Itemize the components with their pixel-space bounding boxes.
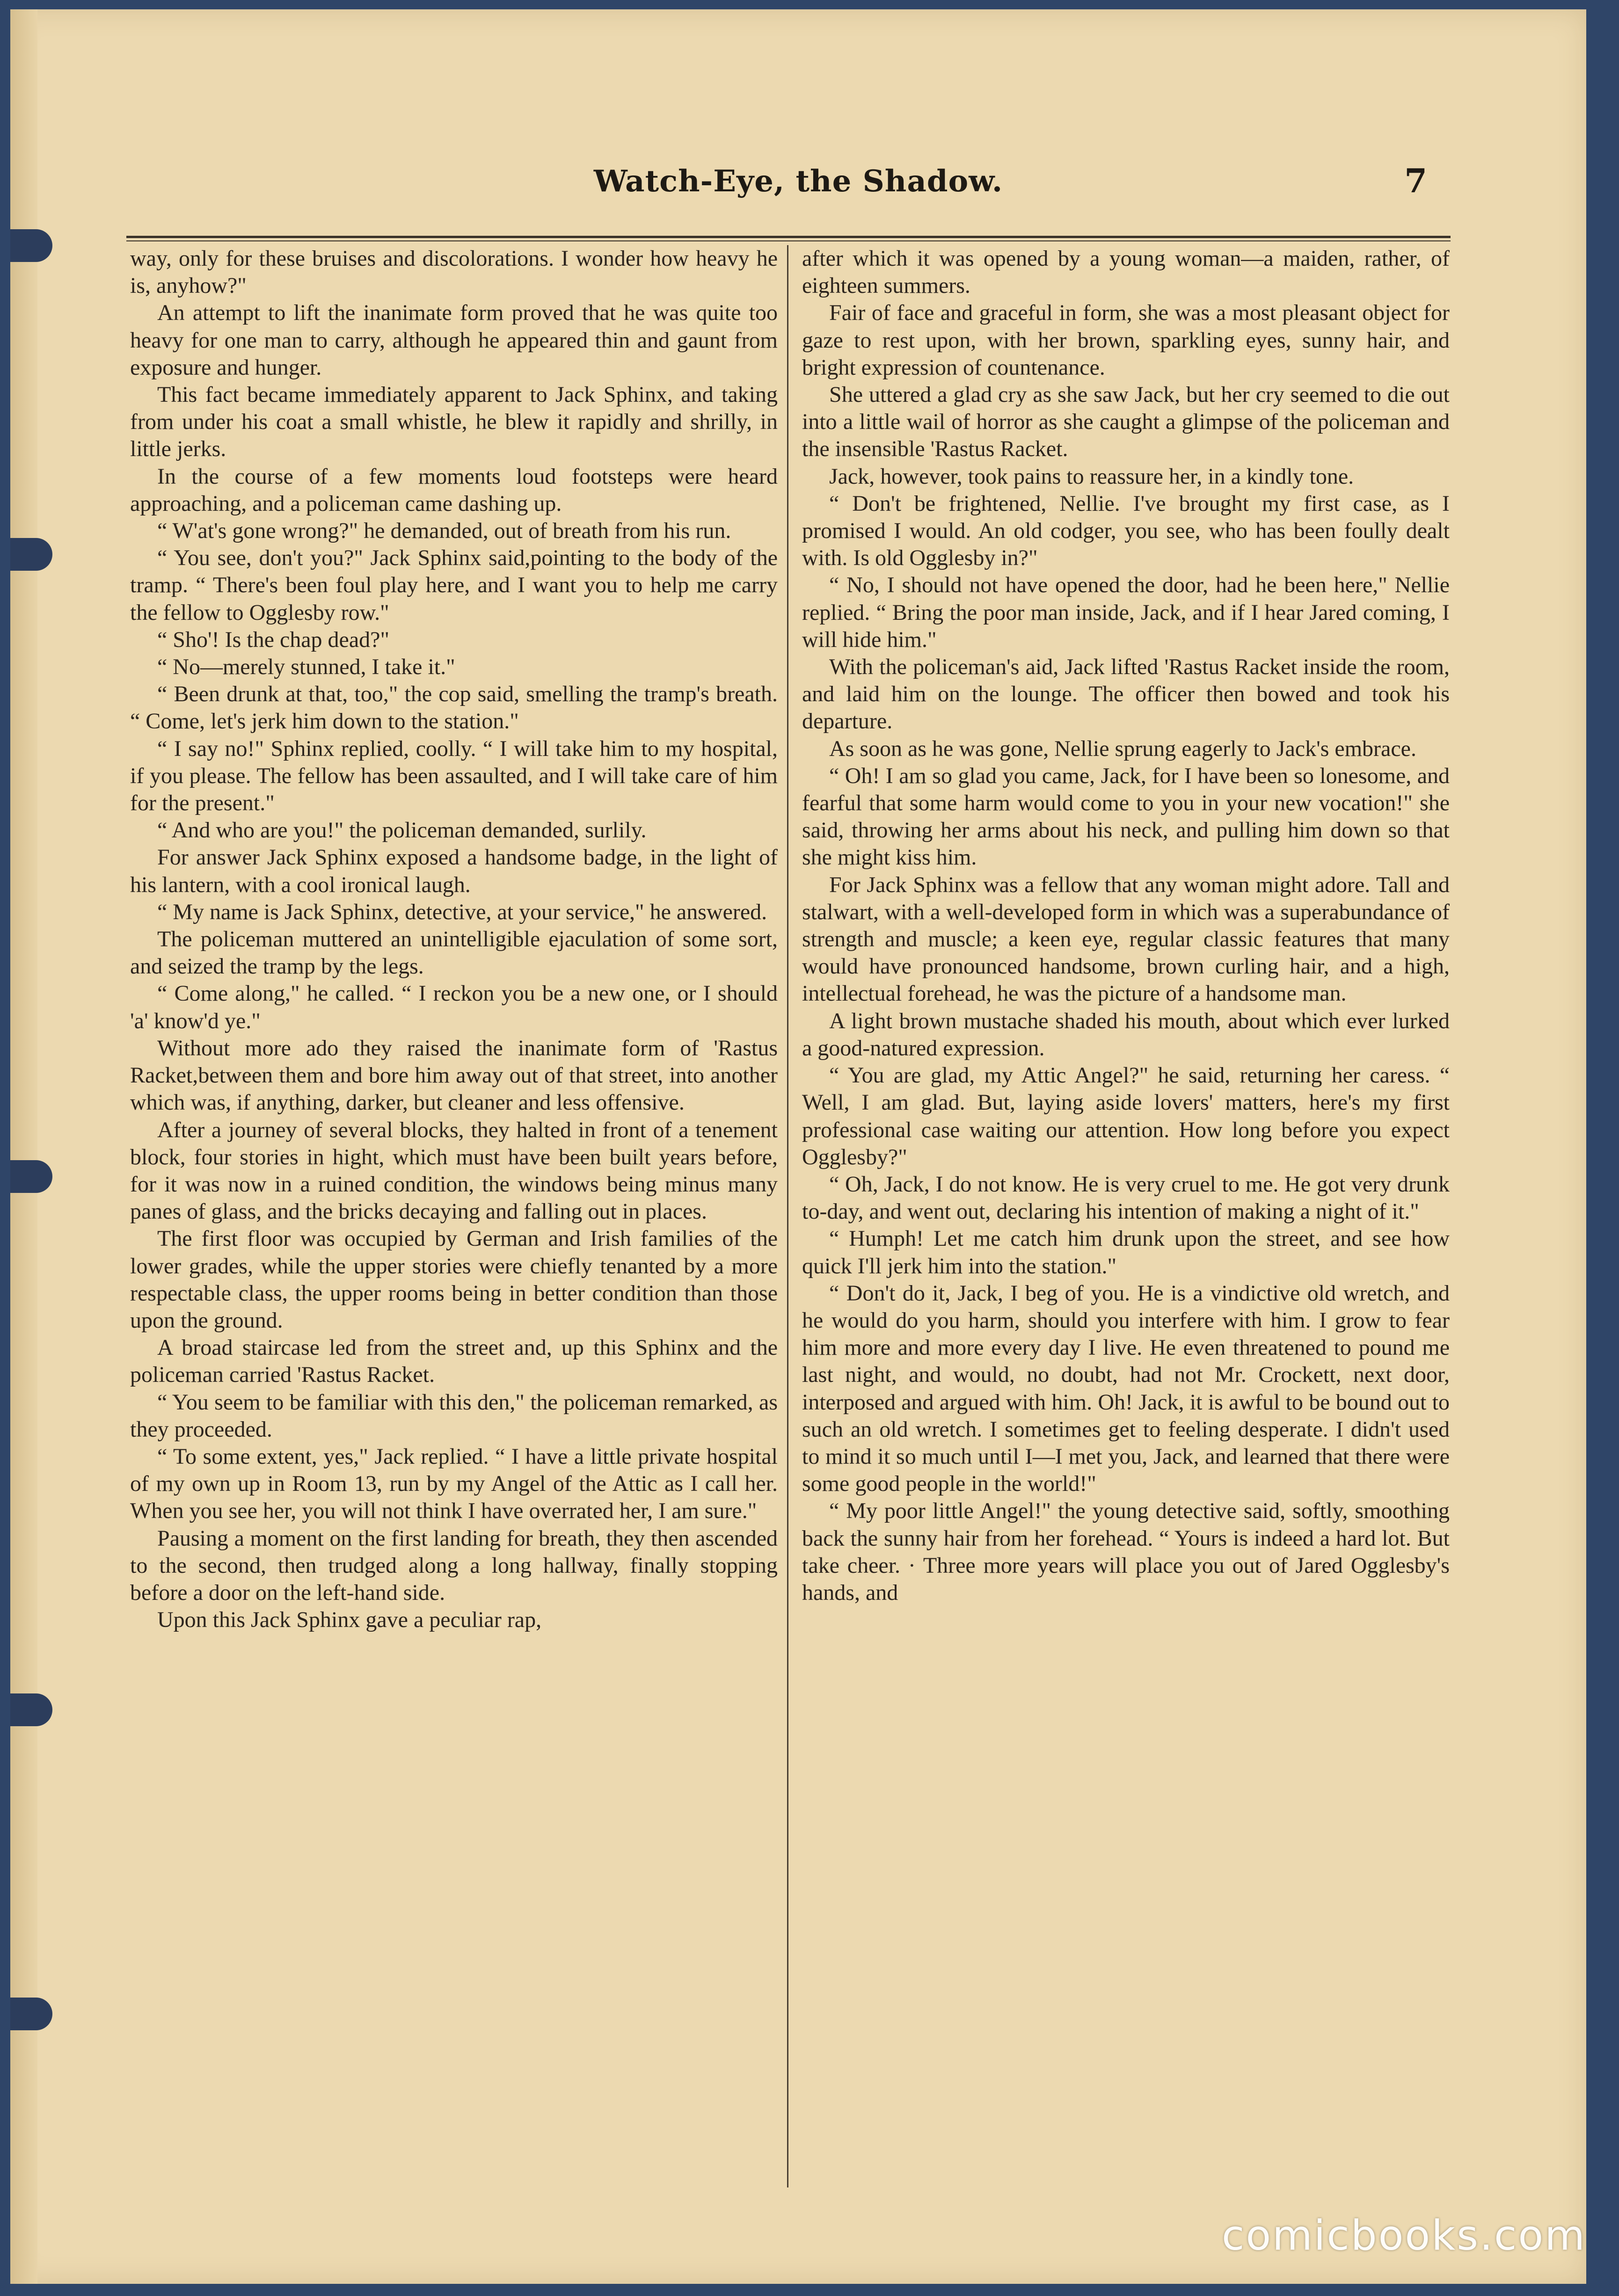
paragraph: For Jack Sphinx was a fellow that any woman might adore. Tall and stalwart, with a well-developed form in which was a superabundance of strength and muscle; a keen eye, regular classic features that many would have pronounced handsome, brown curling hair, and a high, intellectual forehead, he was the picture of a handsome man.	[802, 872, 1450, 1006]
paragraph: With the policeman's aid, Jack lifted 'Rastus Racket inside the room, and laid him on the lounge. The officer then bowed and took his departure.	[802, 654, 1450, 734]
paragraph: “ My name is Jack Sphinx, detective, at your service," he answered.	[157, 899, 767, 924]
header-rule-thin	[126, 240, 1451, 241]
paragraph: “ You seem to be familiar with this den," the policeman remarked, as they proceeded.	[130, 1389, 778, 1442]
paragraph: “ You are glad, my Attic Angel?" he said, returning her caress. “ Well, I am glad. But, laying aside lovers' matters, here's my first professional case waiting our attention. How long before you expect Ogglesby?"	[802, 1063, 1450, 1170]
paragraph: “ Oh, Jack, I do not know. He is very cruel to me. He got very drunk to-day, and went out, declaring his intention of making a night of it."	[802, 1171, 1450, 1224]
paragraph: After a journey of several blocks, they halted in front of a tenement block, four stories in hight, which must have been built years before, for it was now in a ruined condition, the windows being minus many panes of glass, and the bricks decaying and falling out in places.	[130, 1117, 778, 1224]
binding-stitch	[10, 229, 52, 262]
paragraph: The first floor was occupied by German and Irish families of the lower grades, while the upper stories were chiefly tenanted by a more respectable class, the upper rooms being in better condition than those upon the ground.	[130, 1226, 778, 1333]
paragraph: “ Been drunk at that, too," the cop said, smelling the tramp's breath. “ Come, let's jerk him down to the station."	[130, 682, 778, 734]
paragraph: “ No—merely stunned, I take it."	[157, 654, 455, 680]
paragraph: The policeman muttered an unintelligible ejaculation of some sort, and seized the tramp by the legs.	[130, 927, 778, 979]
paragraph: “ Don't do it, Jack, I beg of you. He is a vindictive old wretch, and he would do you harm, should you interfere with him. I grow to fear him more and more every day I live. He even threatened to pound me last night, and would, no doubt, had not Mr. Crockett, next door, interposed and argued with him. Oh! Jack, it is awful to be bound out to such an old wretch. I sometimes get to feeling desperate. I didn't used to mind it so much until I—I met you, Jack, and learned that there were some good people in the world!"	[802, 1280, 1450, 1497]
paragraph: This fact became immediately apparent to Jack Sphinx, and taking from under his coat a small whistle, he blew it rapidly and shrilly, in little jerks.	[130, 382, 778, 462]
paragraph: Jack, however, took pains to reassure her, in a kindly tone.	[829, 464, 1354, 489]
header-rule	[126, 236, 1451, 238]
binding-stitch	[10, 538, 52, 571]
paragraph: An attempt to lift the inanimate form proved that he was quite too heavy for one man to carry, although he appeared thin and gaunt from exposure and hunger.	[130, 300, 778, 380]
running-header-title: Watch-Eye, the Shadow.	[593, 164, 1003, 199]
site-watermark: comicbooks.com	[1221, 2211, 1586, 2260]
paragraph: A light brown mustache shaded his mouth, about which ever lurked a good-natured expression.	[802, 1008, 1450, 1061]
paragraph: “ Sho'! Is the chap dead?"	[157, 627, 390, 652]
paragraph: “ And who are you!" the policeman demanded, surlily.	[157, 818, 647, 843]
paragraph: “ Come along," he called. “ I reckon you be a new one, or I should 'a' know'd ye."	[130, 981, 778, 1033]
paragraph: “ I say no!" Sphinx replied, coolly. “ I will take him to my hospital, if you please. The fellow has been assaulted, and I will take care of him for the present."	[130, 736, 778, 816]
paragraph: She uttered a glad cry as she saw Jack, but her cry seemed to die out into a little wail of horror as she caught a glimpse of the policeman and the insensible 'Rastus Racket.	[802, 382, 1450, 462]
page-number: 7	[1404, 161, 1427, 200]
paragraph: A broad staircase led from the street and, up this Sphinx and the policeman carried 'Rastus Racket.	[130, 1335, 778, 1388]
text-column-right	[802, 245, 1450, 1606]
column-divider	[787, 245, 788, 2187]
binding-stitch	[10, 1998, 52, 2030]
paragraph: “ Humph! Let me catch him drunk upon the street, and see how quick I'll jerk him into the station."	[802, 1226, 1450, 1279]
text-column-left	[130, 245, 778, 1634]
paragraph: “ To some extent, yes," Jack replied. “ I have a little private hospital of my own up in Room 13, run by my Angel of the Attic as I call her. When you see her, you will not think I have overrated her, I am sure."	[130, 1444, 778, 1524]
paragraph: “ Oh! I am so glad you came, Jack, for I have been so lonesome, and fearful that some harm would come to you in your new vocation!" she said, throwing her arms about his neck, and pulling him down so that she might kiss him.	[802, 763, 1450, 870]
paragraph: As soon as he was gone, Nellie sprung eagerly to Jack's embrace.	[829, 736, 1416, 761]
paragraph: Upon this Jack Sphinx gave a peculiar rap,	[157, 1607, 542, 1633]
paragraph: Without more ado they raised the inanimate form of 'Rastus Racket,between them and bore him away out of that street, into another which was, if anything, darker, but cleaner and less offensive.	[130, 1035, 778, 1115]
paragraph: Pausing a moment on the first landing for breath, they then ascended to the second, then trudged along a long hallway, finally stopping before a door on the left-hand side.	[130, 1526, 778, 1605]
paragraph: “ You see, don't you?" Jack Sphinx said,pointing to the body of the tramp. “ There's been foul play here, and I want you to help me carry the fellow to Ogglesby row."	[130, 545, 778, 625]
paragraph: “ Don't be frightened, Nellie. I've brought my first case, as I promised I would. An old codger, you see, who has been foully dealt with. Is old Ogglesby in?"	[802, 491, 1450, 571]
paragraph: For answer Jack Sphinx exposed a handsome badge, in the light of his lantern, with a cool ironical laugh.	[130, 845, 778, 897]
paragraph: Fair of face and graceful in form, she was a most pleasant object for gaze to rest upon, with her brown, sparkling eyes, sunny hair, and bright expression of countenance.	[802, 300, 1450, 380]
paragraph: In the course of a few moments loud footsteps were heard approaching, and a policeman came dashing up.	[130, 464, 778, 516]
paragraph: way, only for these bruises and discolorations. I wonder how heavy he is, anyhow?"	[130, 246, 778, 298]
paragraph: “ No, I should not have opened the door, had he been here," Nellie replied. “ Bring the poor man inside, Jack, and if I hear Jared coming, I will hide him."	[802, 573, 1450, 652]
paragraph: after which it was opened by a young woman—a maiden, rather, of eighteen summers.	[802, 246, 1450, 298]
binding-stitch	[10, 1160, 52, 1193]
paragraph: “ W'at's gone wrong?" he demanded, out of breath from his run.	[157, 518, 731, 544]
binding-stitch	[10, 1693, 52, 1726]
paragraph: “ My poor little Angel!" the young detective said, softly, smoothing back the sunny hair from her forehead. “ Yours is indeed a hard lot. But take cheer. · Three more years will place you out of Jared Ogglesby's hands, and	[802, 1498, 1450, 1605]
book-page	[10, 9, 1586, 2284]
page-binding-edge	[10, 9, 37, 2284]
